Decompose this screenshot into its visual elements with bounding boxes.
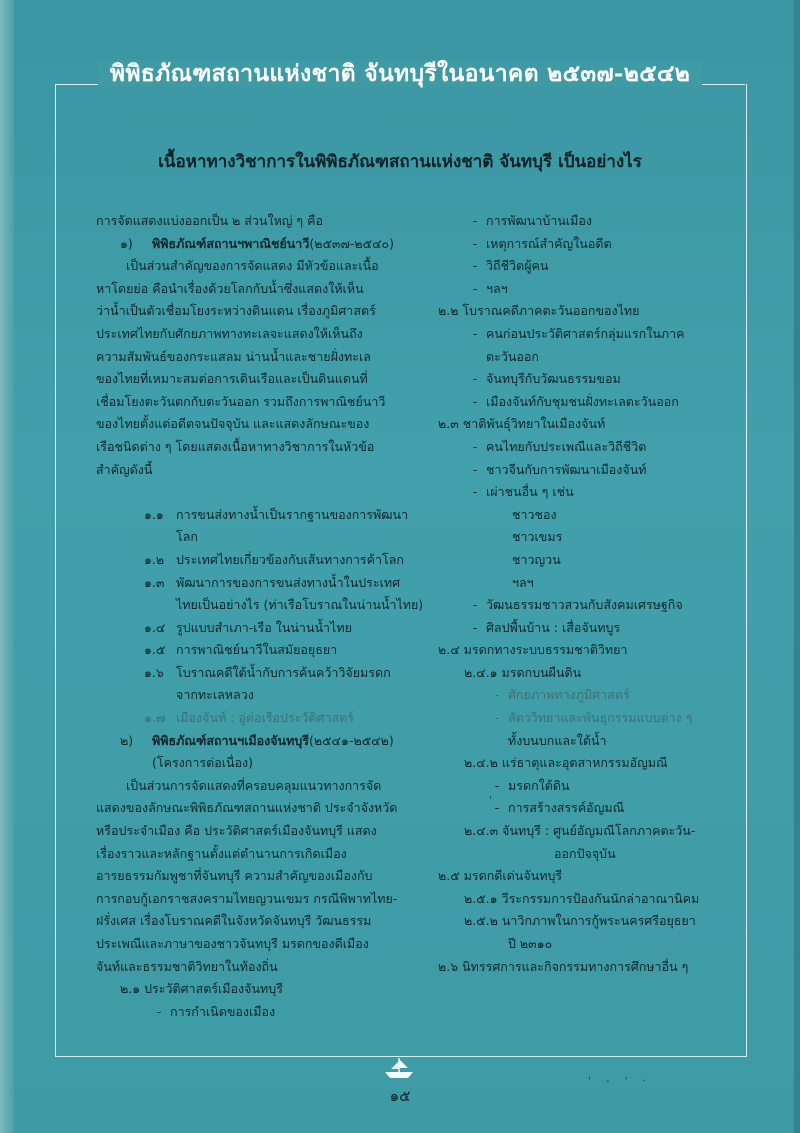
page-title-text: พิพิธภัณฑสถานแห่งชาติ จันทบุรีในอนาคต ๒๕๓๗-๒๕๔๒	[98, 60, 702, 87]
list-item: - มรดกใต้ดิน	[494, 777, 570, 793]
subsection-heading: ๒.๓ ชาติพันธุ์วิทยาในเมืองจันท์	[438, 416, 606, 432]
ship-icon	[382, 1056, 416, 1082]
subsection-heading: ๒.๖ นิทรรศการและกิจกรรมทางการศึกษาอื่น ๆ	[438, 958, 689, 974]
text-line: ของไทยตั้งแต่อดีตจนปัจจุบัน และแสดงลักษณะของ	[96, 416, 370, 432]
stray-mark: '	[489, 795, 492, 806]
list-item: - ชาวจีนกับการพัฒนาเมืองจันท์	[472, 461, 647, 477]
left-column	[96, 210, 426, 1023]
list-item: - การสร้างสรรค์อัญมณี	[494, 800, 625, 816]
subsection-heading: ๒.๔.๒ แร่ธาตุและอุตสาหกรรมอัญมณี	[464, 755, 668, 771]
list-item: - ศักยภาพทางภูมิศาสตร์	[494, 687, 630, 703]
section-subtitle: เนื้อหาทางวิชาการในพิพิธภัณฑสถานแห่งชาติ จันทบุรี เป็นอย่างไร	[158, 152, 642, 172]
list-item: - เผ่าชนอื่น ๆ เช่น	[472, 484, 574, 500]
list-item-cont: ตะวันออก	[486, 348, 539, 364]
text-line: ของไทยที่เหมาะสมต่อการเดินเรือและเป็นดินแดนที่	[96, 371, 368, 387]
text-line	[96, 481, 426, 504]
list-item: - วัฒนธรรมชาวสวนกับสังคมเศรษฐกิจ	[472, 597, 683, 613]
section-1-heading: ๑) พิพิธภัณฑ์สถานฯพาณิชย์นาวี(๒๕๓๗-๒๕๔๐)	[120, 235, 395, 251]
list-item: ๑.๒ ประเทศไทยเกี่ยวข้องกับเส้นทางการค้าโลก	[144, 551, 404, 567]
text-line-cont: ออกปัจจุบัน	[554, 845, 616, 861]
sub-list-item: ฯลฯ	[512, 574, 534, 590]
text-line: เป็นส่วนการจัดแสดงที่ครอบคลุมแนวทางการจัด	[126, 777, 382, 793]
list-item: - สัตววิทยาและพันธุกรรมแบบต่าง ๆ	[494, 710, 693, 726]
text-line: การจัดแสดงแบ่งออกเป็น ๒ ส่วนใหญ่ ๆ คือ	[96, 213, 323, 228]
list-item: ๑.๑ การขนส่งทางน้ำเป็นรากฐานของการพัฒนา	[144, 506, 409, 522]
text-line: สำคัญดังนี้	[96, 461, 153, 477]
list-item: ๑.๗ เมืองจันท์ : อู่ต่อเรือประวัติศาสตร์	[144, 710, 354, 726]
subsection-heading: ๒.๕ มรดกดีเด่นจันทบุรี	[438, 868, 563, 884]
list-item: - ศิลปพื้นบ้าน : เสื่อจันทบูร	[472, 619, 621, 635]
subsection-heading: ๒.๔ มรดกทางระบบธรรมชาติวิทยา	[438, 642, 628, 658]
subsection-heading: ๒.๔.๑ มรดกบนผืนดิน	[464, 664, 582, 680]
sub-list-item: ชาวเขมร	[512, 529, 563, 545]
list-item: ๑.๔ รูปแบบสำเภา-เรือ ในน่านน้ำไทย	[144, 619, 352, 635]
list-item-cont: จากทะเลหลวง	[176, 687, 254, 703]
text-line: เรื่องราวและหลักฐานตั้งแต่ตำนานการเกิดเมือง	[96, 845, 347, 861]
text-line: เรือชนิดต่าง ๆ โดยแสดงเนื้อหาทางวิชาการในหัวข้อ	[96, 438, 375, 454]
text-line: ฝรั่งเศส เรื่องโบราณคดีในจังหวัดจันทบุรี วัฒนธรรม	[96, 913, 372, 929]
page-title	[0, 56, 800, 92]
text-line: การกอบกู้เอกราชสงครามไทยญวนเขมร กรณีพิพาทไทย-	[96, 890, 398, 906]
subsection-heading: ๒.๒ โบราณคดีภาคตะวันออกของไทย	[438, 303, 640, 319]
list-item: - การพัฒนาบ้านเมือง	[472, 213, 593, 228]
stray-dots: ' - ' ·	[588, 1076, 652, 1087]
text-line-cont: ปี ๒๓๑๐	[508, 936, 553, 951]
text-line: หาโดยย่อ คือนำเรื่องด้วยโลกกับน้ำซึ่งแสดงให้เห็น	[96, 280, 364, 296]
text-line: หรือประจำเมือง คือ ประวัติศาสตร์เมืองจันทบุรี แสดง	[96, 823, 377, 839]
subsection-heading: ๒.๕.๒ นาวิกภาพในการกู้พระนครศรีอยุธยา	[464, 913, 696, 929]
right-column	[438, 210, 738, 978]
section-2-note: (โครงการต่อเนื่อง)	[152, 755, 254, 771]
text-line: แสดงของลักษณะพิพิธภัณฑสถานแห่งชาติ ประจำจังหวัด	[96, 800, 398, 816]
subsection-heading: ๒.๑ ประวัติศาสตร์เมืองจันทบุรี	[120, 981, 283, 997]
list-item: - ฯลฯ	[472, 280, 508, 296]
list-item: - คนไทยกับประเพณีและวิถีชีวิต	[472, 438, 647, 454]
list-item: - เมืองจันท์กับชุมชนฝั่งทะเลตะวันออก	[472, 393, 679, 409]
list-item: - จันทบุรีกับวัฒนธรรมขอม	[472, 371, 621, 387]
list-item-cont: ทั้งบนบกและใต้น้ำ	[508, 732, 607, 748]
list-item-cont: ไทยเป็นอย่างไร (ท่าเรือโบราณในน่านน้ำไทย)	[176, 597, 424, 613]
text-line: ความสัมพันธ์ของกระแสลม น่านน้ำและชายฝั่งทะเล	[96, 348, 371, 364]
list-item-cont: โลก	[176, 529, 198, 545]
subsection-heading: ๒.๕.๑ วีระกรรมการป้องกันนักล่าอาณานิคม	[464, 890, 700, 906]
text-line: เป็นส่วนสำคัญของการจัดแสดง มีหัวข้อและเนื้อ	[126, 258, 379, 274]
list-item: ๑.๖ โบราณคดีใต้น้ำกับการค้นคว้าวิจัยมรดก	[144, 664, 391, 680]
text-line: ว่าน้ำเป็นตัวเชื่อมโยงระหว่างดินแดน เรื่องภูมิศาสตร์	[96, 303, 376, 319]
list-item: - เหตุการณ์สำคัญในอดีต	[472, 235, 612, 251]
subsection-heading: ๒.๔.๓ จันทบุรี : ศูนย์อัญมณีโลกภาคตะวัน-	[464, 823, 696, 839]
list-item: - วิถีชีวิตผู้คน	[472, 258, 549, 274]
page-number: ๑๕	[389, 1087, 411, 1105]
text-line: ประเทศไทยกับศักยภาพทางทะเลจะแสดงให้เห็นถึง	[96, 325, 363, 341]
sub-list-item: ชาวญวน	[512, 551, 561, 567]
list-item: ๑.๓ พัฒนาการของการขนส่งทางน้ำในประเทศ	[144, 574, 401, 590]
section-2-heading: ๒) พิพิธภัณฑ์สถานฯเมืองจันทบุรี(๒๕๔๑-๒๕๔๒)	[120, 732, 394, 748]
text-line: ประเพณีและภาษาของชาวจันทบุรี มรดกของดีเมือง	[96, 936, 369, 951]
text-line: อารยธรรมกัมพูชาที่จันทบุรี ความสำคัญของเมืองกับ	[96, 868, 373, 884]
list-item: - การกำเนิดของเมือง	[156, 1003, 276, 1019]
list-item: - คนก่อนประวัติศาสตร์กลุ่มแรกในภาค	[472, 325, 685, 341]
text-line: จันท์และธรรมชาติวิทยาในท้องถิ่น	[96, 958, 278, 974]
list-item: ๑.๕ การพาณิชย์นาวีในสมัยอยุธยา	[144, 642, 338, 658]
sub-list-item: ชาวชอง	[512, 506, 557, 522]
text-line: เชื่อมโยงตะวันตกกับตะวันออก รวมถึงการพาณิชย์นาวี	[96, 393, 386, 409]
